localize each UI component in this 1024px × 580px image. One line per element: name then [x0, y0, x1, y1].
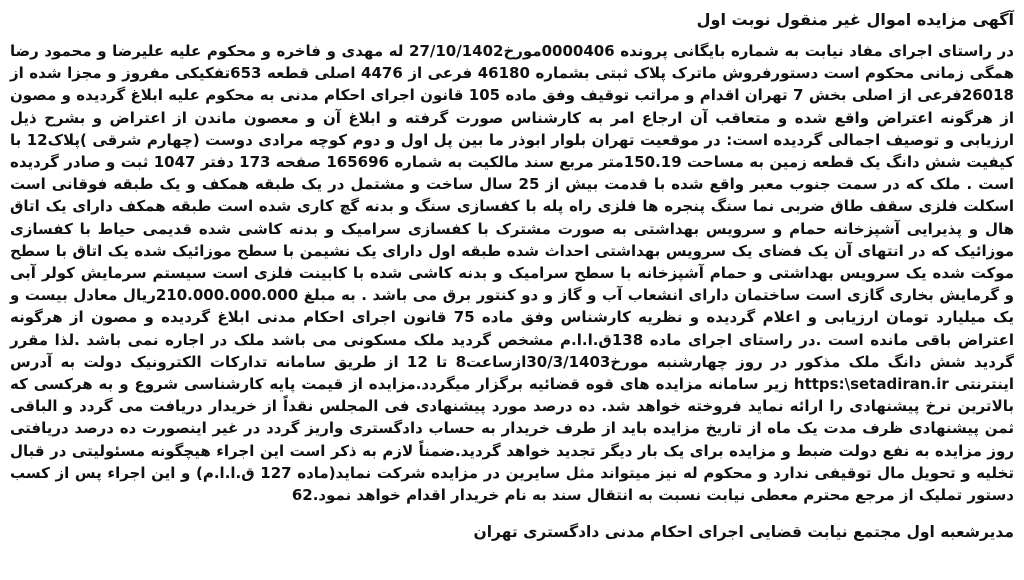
auction-notice	[10, 0, 1014, 580]
notice-title: آگهی مزایده اموال غیر منقول نوبت اول	[696, 10, 1014, 29]
notice-body: در راستای اجرای مفاد نیابت به شماره بایگانی پرونده 0000406مورخ27/10/1402 له مهدی و فاخره و محکوم علیه علیرضا و محمود رضا همگی زمانی محکوم است دستورفروش ماترک پلاک ثبتی بشماره 46180 فرعی از 4476 اصلی قطعه 653تفکیکی مفروز و مجزا شده از 26018فرعی از اصلی بخش 7 تهران اقدام و مراتب توقیف وفق ماده 105 قانون اجرای احکام مدنی به محکوم علیه ابلاغ گردیده و مصون از هرگونه اعتراض واقع شده و متعاقب آن ارجاع امر به کارشناس صورت گرفته و ابلاغ آن و معصون ماندن از اعتراض و بشرح ذیل ارزیابی و توصیف اجمالی گردیده است: در موقعیت تهران بلوار ابوذر ما بین پل اول و دوم کوچه مرادی دوست (چهارم شرقی )پلاک12 با کیفیت شش دانگ یک قطعه زمین به مساحت 150.19متر مربع سند مالکیت به شماره 165696 صفحه 173 دفتر 1047 ثبت و صادر گردیده است . ملک که در سمت جنوب معبر واقع شده با قدمت بیش از 25 سال ساخت و مشتمل در یک طبقه همکف و یک طبقه فوقانی است اسکلت فلزی سقف طاق ضربی نما سنگ پنجره ها فلزی راه پله با کفسازی سنگ و بدنه گچ کاری شده است طبقه همکف دارای یک اتاق هال و پذیرایی آشپزخانه حمام و سرویس بهداشتی به صورت مشترک با کفسازی سرامیک و بدنه کاشی شده قدیمی حیاط با کفسازی موزائیک که در انتهای آن یک فضای یک سرویس بهداشتی احداث شده طبقه اول دارای یک نشیمن با سطح موزائیک شده یک اتاق با سطح موکت شده یک سرویس بهداشتی و حمام آشپزخانه با سطح سرامیک و بدنه کاشی شده با کابینت فلزی است سیستم سرمایش کولر آبی و گرمایش بخاری گازی است ساختمان دارای انشعاب آب و گاز و دو کنتور برق می باشد . به مبلغ 210.000.000.000ریال معادل بیست و یک میلیارد تومان ارزیابی و اعلام گردیده و نظریه کارشناس وفق ماده 75 قانون اجرای احکام مدنی ابلاغ گردیده و مصون از هرگونه اعتراض باقی مانده است .در راستای اجرای ماده 138ق.ا.ا.م مشخص گردید ملک مسکونی می باشد ملک در اجاره نمی باشد .لذا مقرر گردید شش دانگ ملک مذکور در روز چهارشنبه مورخ30/3/1403ازساعت8 تا 12 از طریق سامانه تدارکات الکترونیک دولت به آدرس اینترنتی https:\setadiran.ir زیر سامانه مزایده های قوه قضائیه برگزار میگردد.مزایده از قیمت پایه کارشناسی شروع و به هرکسی که بالاترین نرخ پیشنهادی را ارائه نماید فروخته خواهد شد. ده درصد مورد پیشنهادی فی المجلس نقداً از خریدار دریافت می گردد و الباقی ثمن پیشنهادی ظرف مدت یک ماه از تاریخ مزایده باید از طرف خریدار به حساب دادگستری واریز گردد در غیر اینصورت ده درصد دریافتی روز مزایده به نفع دولت ضبط و مزایده برای یک بار دیگر تجدید خواهد گردید.ضمناً لازم به ذکر است این اجراء هیچگونه مسئولیتی در قبال تخلیه و تحویل مال توقیفی ندارد و محکوم له نیز میتواند مثل سایرین در مزایده شرکت نماید(ماده 127 ق.ا.ا.م) و این اجراء پس از کسب دستور تملیک از مرجع محترم معطی نیابت نسبت به انتقال سند به نام خریدار اقدام خواهد نمود.62	[10, 42, 1015, 505]
notice-signature: مدیرشعبه اول مجتمع نیابت قضایی اجرای احکام مدنی دادگستری تهران	[473, 523, 1014, 541]
